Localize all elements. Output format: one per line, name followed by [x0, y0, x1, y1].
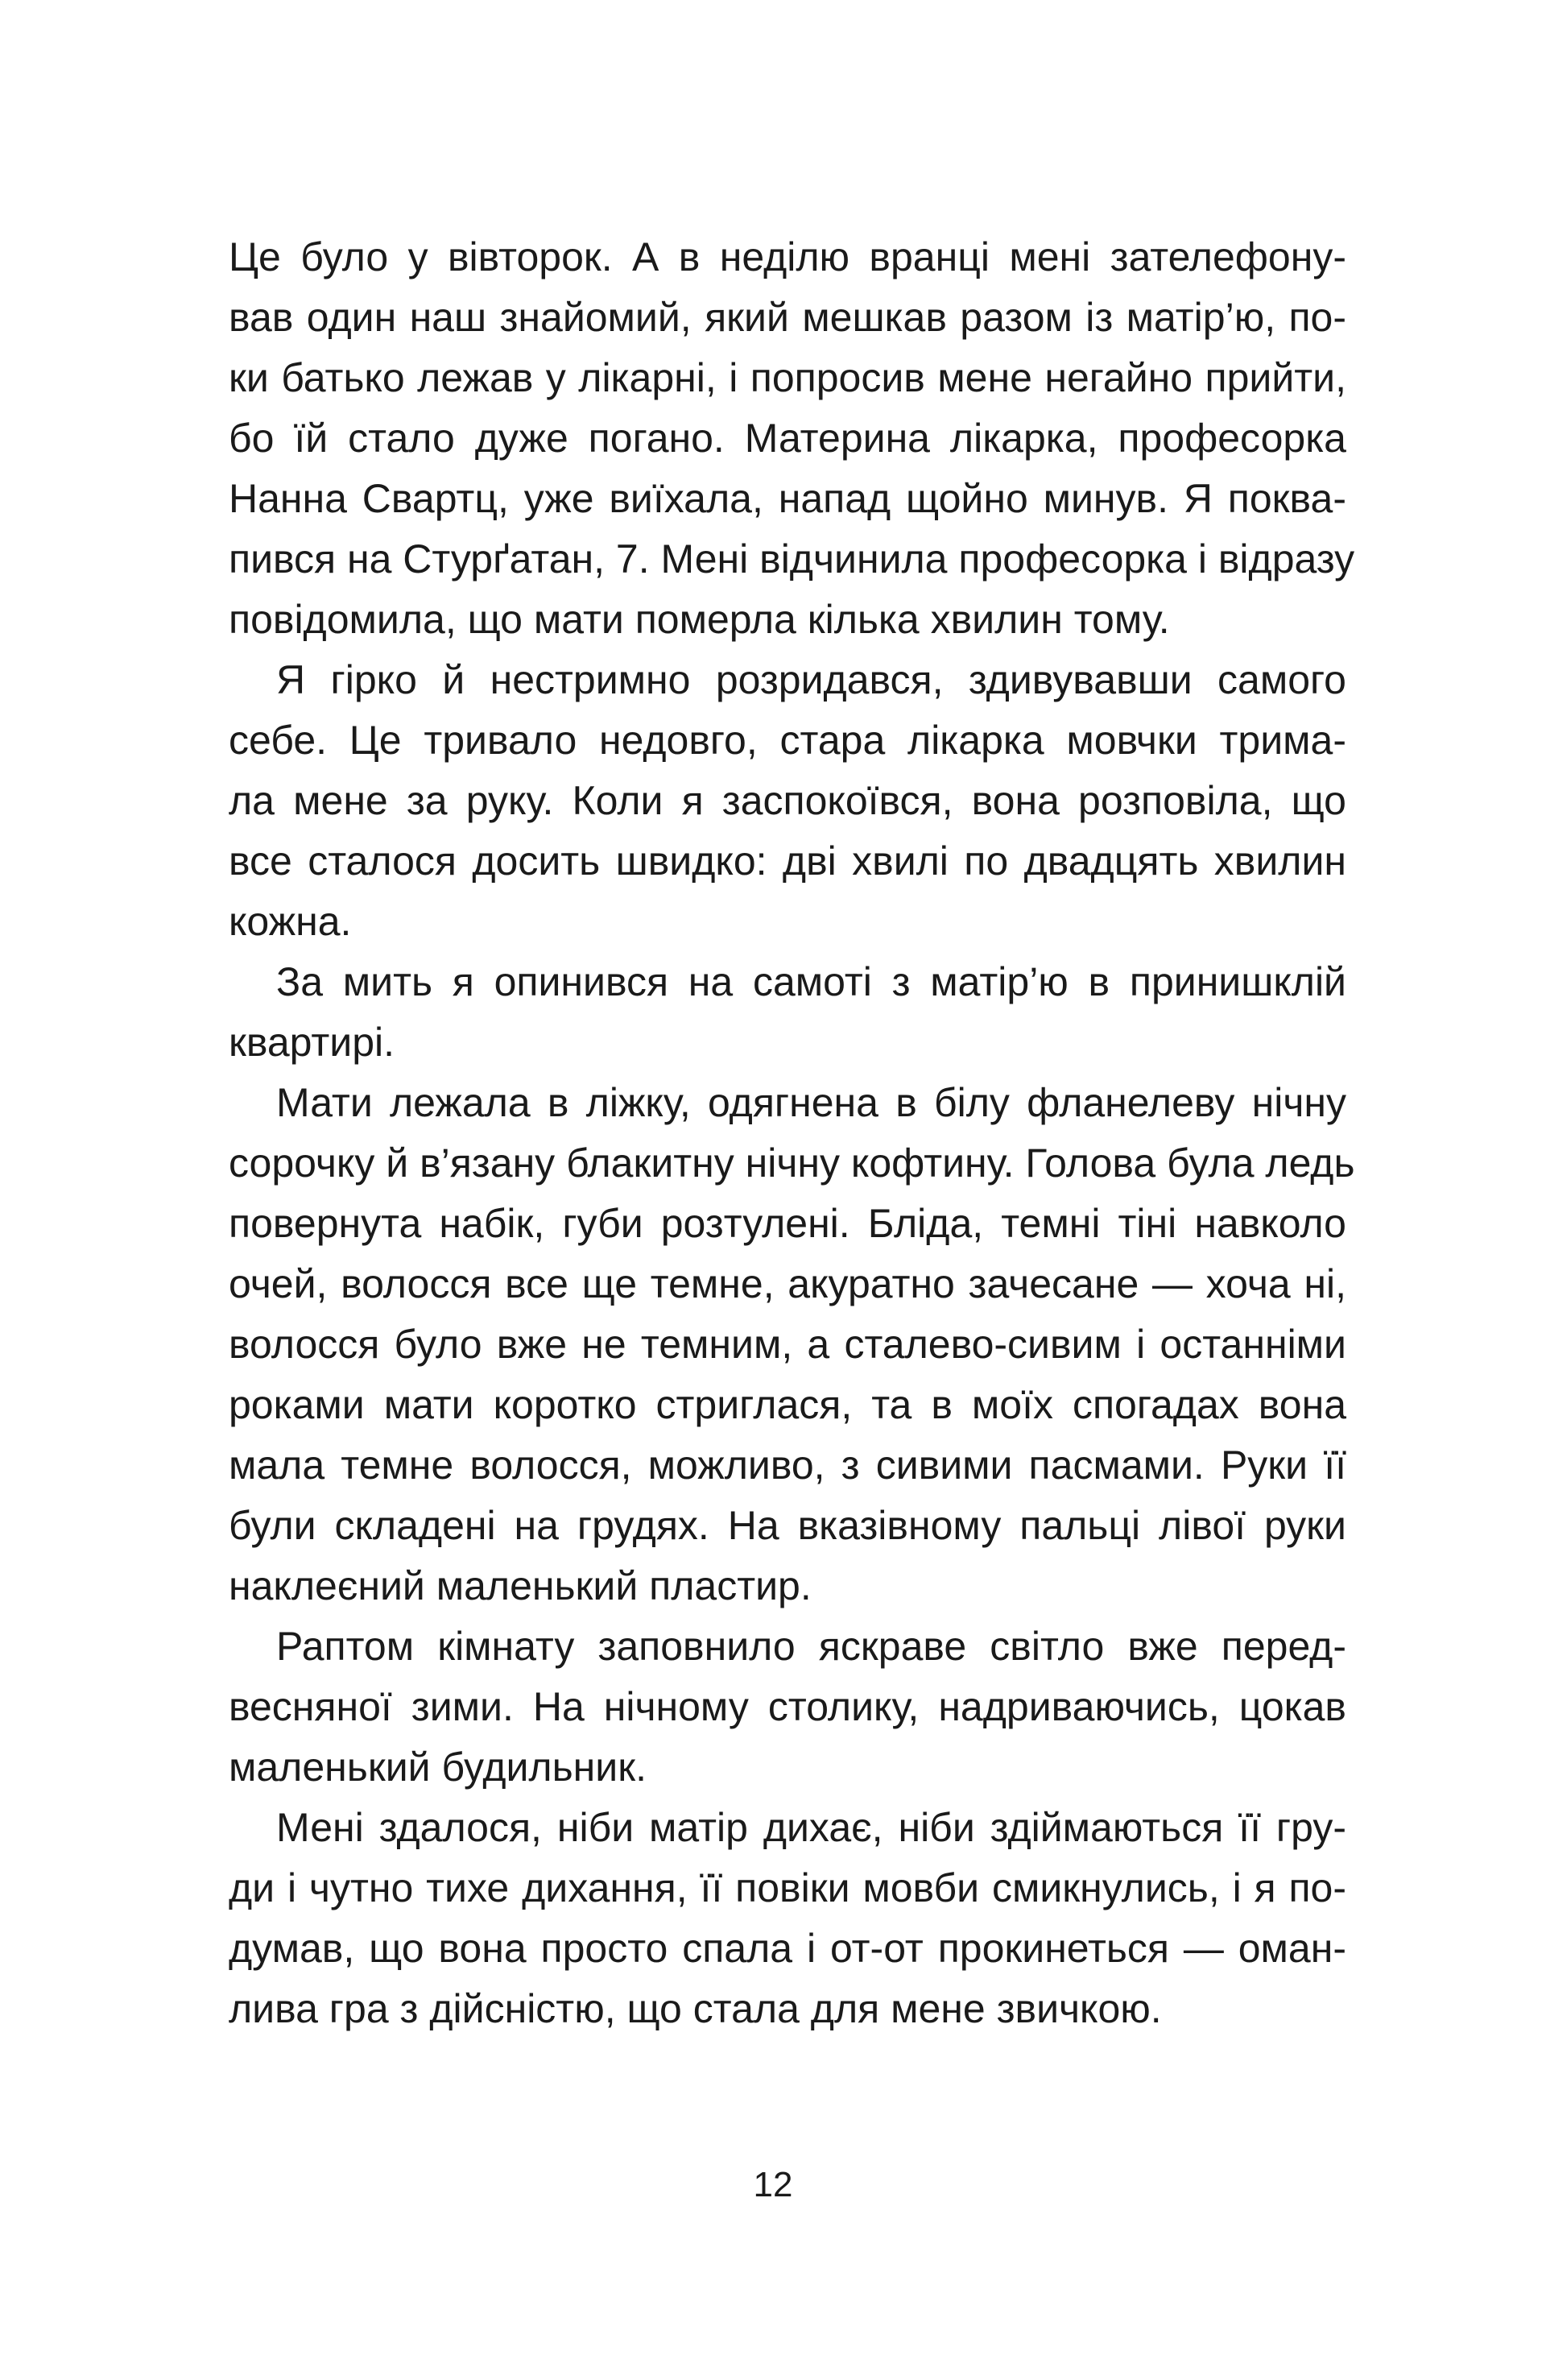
- text-line: себе. Це тривало недовго, стара лікарка мовчки трима-: [229, 718, 1346, 763]
- paragraph: [229, 952, 1346, 1073]
- text-line: повернута набік, губи розтулені. Бліда, темні тіні навколо: [229, 1201, 1346, 1246]
- text-line: лива гра з дійсністю, що стала для мене звичкою.: [229, 1986, 1162, 2031]
- paragraph: [229, 1073, 1355, 1616]
- text-line: були складені на грудях. На вказівному пальці лівої руки: [229, 1503, 1346, 1548]
- text-line: Я гірко й нестримно розридався, здивувавши самого: [276, 657, 1346, 702]
- paragraph: [229, 227, 1355, 650]
- text-line: маленький будильник.: [229, 1745, 647, 1790]
- text-line: ла мене за руку. Коли я заспокоївся, вона розповіла, що: [229, 778, 1346, 823]
- text-line: волосся було вже не темним, а сталево-сивим і останніми: [229, 1322, 1346, 1367]
- text-line: думав, що вона просто спала і от-от прокинеться — оман-: [229, 1926, 1346, 1971]
- text-line: ки батько лежав у лікарні, і попросив мене негайно прийти,: [229, 355, 1346, 400]
- text-line: бо їй стало дуже погано. Материна лікарка, професорка: [229, 416, 1346, 461]
- text-line: мала темне волосся, можливо, з сивими пасмами. Руки її: [229, 1442, 1346, 1488]
- text-line: ди і чутно тихе дихання, її повіки мовби смикнулись, і я по-: [229, 1865, 1346, 1910]
- text-line: Це було у вівторок. А в неділю вранці мені зателефону-: [229, 234, 1346, 279]
- paragraph: [229, 1798, 1346, 2039]
- text-line: повідомила, що мати померла кілька хвилин тому.: [229, 597, 1170, 642]
- text-line: Мені здалося, ніби матір дихає, ніби здіймаються її гру-: [276, 1805, 1346, 1850]
- paragraph: [229, 650, 1346, 952]
- text-line: кожна.: [229, 899, 352, 944]
- text-line: наклеєний маленький пластир.: [229, 1563, 812, 1608]
- text-line: Раптом кімнату заповнило яскраве світло вже перед-: [276, 1624, 1346, 1669]
- page-number: 12: [753, 2165, 793, 2204]
- paragraph: [229, 1616, 1346, 1798]
- text-line: пився на Стурґатан, 7. Мені відчинила професорка і відразу: [229, 536, 1355, 582]
- text-line: все сталося досить швидко: дві хвилі по двадцять хвилин: [229, 838, 1346, 884]
- text-line: За мить я опинився на самоті з матір’ю в принишклій: [276, 959, 1346, 1004]
- text-line: очей, волосся все ще темне, акуратно зачесане — хоча ні,: [229, 1261, 1346, 1306]
- body-text: [229, 227, 1355, 2039]
- text-line: сорочку й в’язану блакитну нічну кофтину. Голова була ледь: [229, 1140, 1355, 1186]
- text-line: Нанна Свартц, уже виїхала, напад щойно минув. Я поква-: [229, 476, 1346, 521]
- text-line: вав один наш знайомий, який мешкав разом із матір’ю, по-: [229, 295, 1346, 340]
- text-line: роками мати коротко стриглася, та в моїх спогадах вона: [229, 1382, 1346, 1427]
- text-line: квартирі.: [229, 1020, 395, 1065]
- text-line: Мати лежала в ліжку, одягнена в білу фланелеву нічну: [276, 1080, 1346, 1125]
- text-line: весняної зими. На нічному столику, надриваючись, цокав: [229, 1684, 1346, 1729]
